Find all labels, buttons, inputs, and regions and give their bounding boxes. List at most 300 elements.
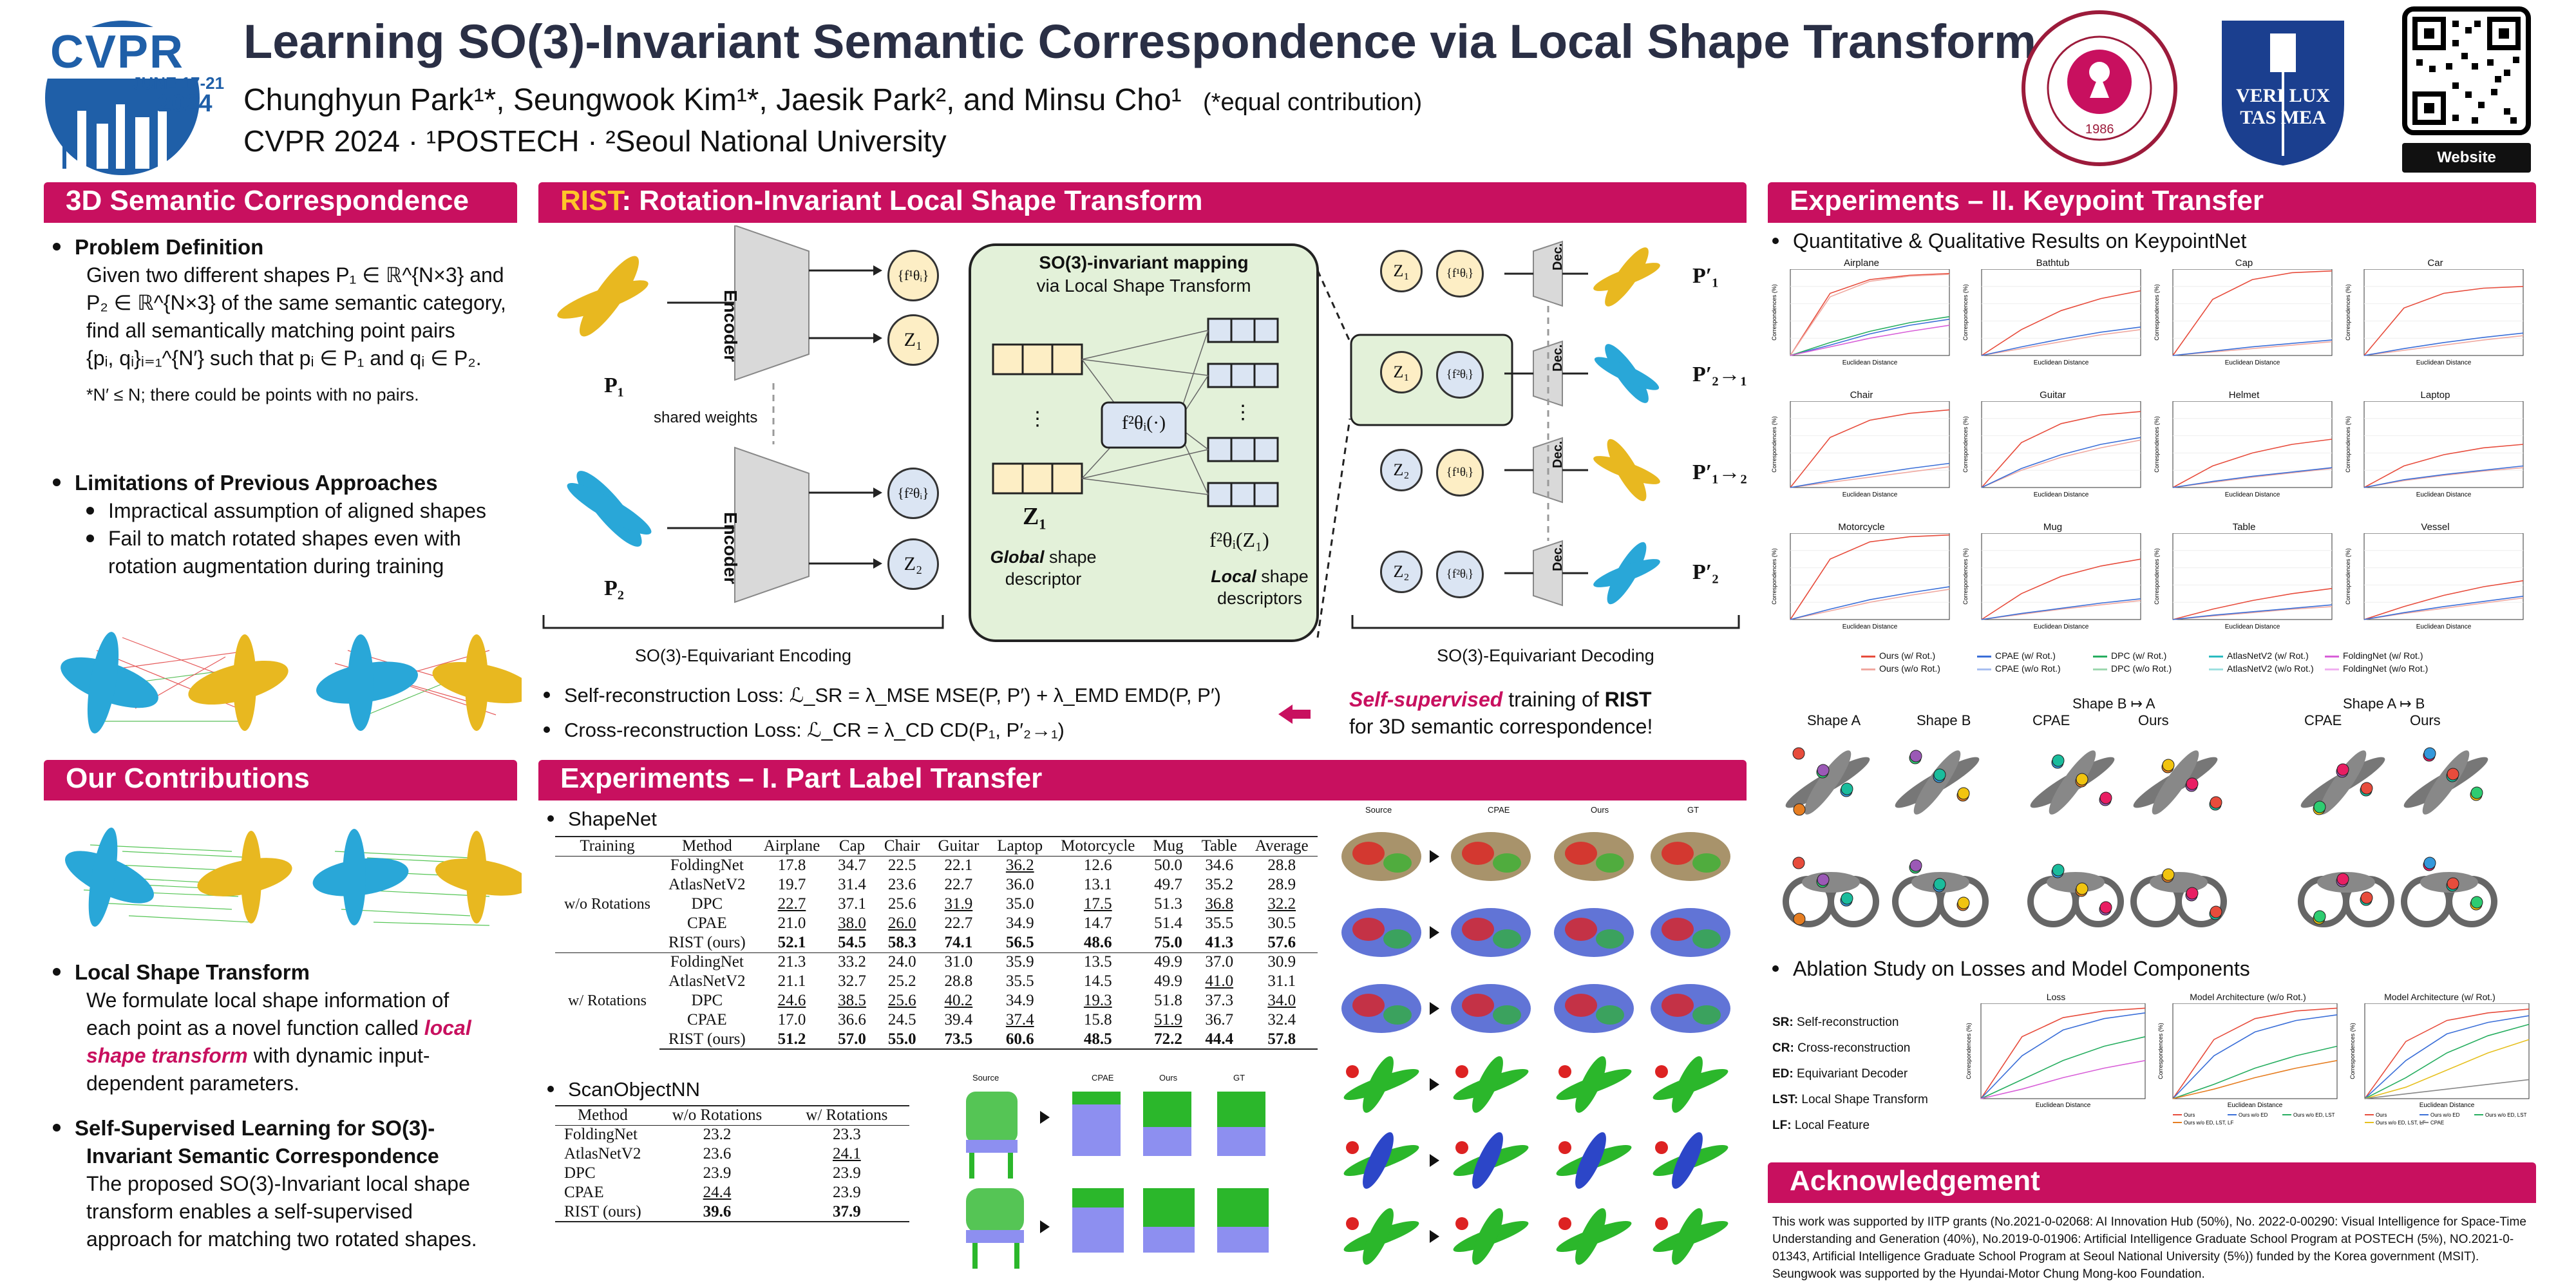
table-cell: 25.6: [887, 895, 916, 913]
table-cell: DPC: [691, 992, 723, 1009]
legend-item: CPAE (w/ Rot.): [1977, 650, 2056, 661]
kp-sample: [2134, 869, 2224, 924]
table-cell: 31.0: [929, 952, 988, 972]
kp-sample: [2297, 746, 2389, 819]
table-cell: 34.9: [1005, 992, 1034, 1009]
mapping-title: SO(3)-invariant mapping: [1039, 252, 1249, 272]
table-cell: 73.5: [929, 1030, 988, 1049]
table-cell: 21.1: [777, 972, 806, 990]
dec-f1-a: {f¹θᵢ}: [1436, 250, 1484, 298]
f2-node: {f²θᵢ}: [887, 468, 939, 519]
chart-plot: [2348, 1003, 2532, 1145]
ssl-line-3: approach for matching two rotated shapes.: [86, 1227, 477, 1251]
table-cell: 48.5: [1052, 1030, 1144, 1049]
lst-line-4: dependent parameters.: [86, 1072, 299, 1095]
table-cell: 36.6: [838, 1011, 866, 1028]
ssl-title-1: Self-Supervised Learning for SO(3)-: [75, 1116, 435, 1140]
table-cell: 31.1: [1267, 972, 1296, 990]
legend-item: Ours (w/ Rot.): [1861, 650, 1935, 661]
qual-sample: [1341, 984, 1421, 1033]
table-cell: 38.0: [838, 914, 866, 932]
shared-weights-label: shared weights: [654, 409, 758, 426]
table-cell: RIST (ours): [555, 1202, 650, 1222]
equal-contribution-note: (*equal contribution): [1203, 89, 1423, 116]
chart-plot: [1961, 269, 2145, 388]
qual-sample: [1451, 984, 1531, 1033]
qual-sample: [1651, 1129, 1731, 1193]
table-cell: 23.6: [887, 876, 916, 893]
table-header: Cap: [829, 837, 875, 856]
qual-sample: [1651, 984, 1730, 1033]
table-cell: 58.3: [887, 933, 916, 951]
kp-chart-car: [2344, 258, 2527, 390]
label-cpae: CPAE: [1092, 1073, 1114, 1083]
table-cell: 50.0: [1154, 857, 1182, 875]
ablation-text: Ablation Study on Losses and Model Components: [1793, 957, 2250, 980]
dec-z1-b: Z₁: [1380, 351, 1423, 393]
kp-chart-guitar: [1961, 390, 2145, 522]
keypoint-marker: [2314, 801, 2325, 813]
legend-label: Ours w/o ED: [2430, 1112, 2460, 1118]
encoder-top-label: Encoder: [721, 290, 741, 363]
bullet-dot: [53, 968, 61, 976]
chart-title: Loss: [2046, 992, 2066, 1002]
decoding-caption: SO(3)-Equivariant Decoding: [1437, 646, 1654, 665]
kp-qual-headers: [1770, 696, 2536, 734]
bullet-dot: [53, 243, 61, 251]
table-cell: 26.0: [887, 914, 916, 932]
chart-title: Table: [2232, 522, 2256, 533]
p2-label: P₂: [604, 576, 624, 600]
cpae-label: CPAE: [2032, 712, 2070, 728]
table-cell: 23.9: [832, 1184, 861, 1201]
qual-sample: [1554, 1205, 1634, 1269]
lst-line-3: shape transform with dynamic input-: [86, 1044, 430, 1067]
legend-item: FoldingNet (w/o Rot.): [2325, 663, 2428, 674]
encoding-caption: SO(3)-Equivariant Encoding: [634, 646, 852, 665]
table-cell: 36.7: [1205, 1011, 1234, 1028]
keypoint-marker: [2314, 911, 2325, 922]
qual-sample: [1651, 1205, 1731, 1269]
scanobject-label: ScanObjectNN: [568, 1078, 701, 1101]
keypoint-qualitative: [1770, 734, 2536, 953]
cvpr-logo: [39, 14, 225, 175]
keypoint-marker: [2100, 902, 2112, 913]
ablation-chart-1: [1964, 992, 2148, 1146]
ssl-title-2: Invariant Semantic Correspondence: [86, 1144, 439, 1168]
chart-plot: [2152, 533, 2336, 652]
label-gt: GT: [1687, 805, 1700, 815]
lst-contribution: [53, 958, 516, 1097]
table-cell: 28.9: [1267, 876, 1296, 893]
x-axis-label: Euclidean Distance: [2416, 359, 2472, 366]
legend-label: CPAE: [2430, 1120, 2445, 1126]
table-cell: FoldingNet: [555, 1125, 650, 1144]
chart-title: Chair: [1850, 390, 1873, 401]
section-keypoint-header: [1768, 182, 2536, 221]
qual-sample: [1451, 1129, 1531, 1193]
y-axis-label: Correspondences (%): [1771, 416, 1777, 473]
limitation-2a: Fail to match rotated shapes even with: [108, 527, 461, 550]
kp-sample: [2026, 746, 2119, 819]
legend-label: Ours w/o ED, LST: [2293, 1112, 2335, 1118]
chart-plot: [1770, 533, 1953, 652]
section-title: Acknowledgement: [1790, 1165, 2040, 1197]
table-cell: 13.1: [1083, 876, 1112, 893]
keypoint-marker: [2471, 787, 2483, 799]
shape-a-label: Shape A: [1807, 712, 1861, 728]
table-row: [555, 875, 1318, 895]
keypoint-marker: [2447, 768, 2459, 780]
table-cell: 24.0: [875, 952, 929, 972]
table-cell: 22.5: [887, 857, 916, 875]
out-label-1: P′₁: [1692, 264, 1719, 288]
out-label-2: P′₂→₁: [1692, 363, 1747, 386]
shape-b-label: Shape B: [1917, 712, 1971, 728]
cross-decode-box: [1351, 335, 1512, 425]
keypoint-marker: [2186, 887, 2198, 899]
x-axis-label: Euclidean Distance: [2033, 623, 2089, 630]
poster-title: Learning SO(3)-Invariant Semantic Correspondence via Local Shape Transform: [243, 15, 2036, 68]
left-arrow-icon: [1278, 705, 1311, 724]
table-cell: 57.0: [829, 1030, 875, 1049]
table-cell: 28.8: [1267, 857, 1296, 875]
bullet-dot: [544, 726, 550, 733]
y-axis-label: Correspondences (%): [1965, 1023, 1972, 1079]
self-supervised-note: [1349, 686, 1653, 740]
table-cell: RIST (ours): [659, 1030, 755, 1049]
bullet-dot: [547, 1086, 554, 1092]
global-descriptor-caption: Global shape descriptor: [990, 547, 1097, 589]
chart-title: Model Architecture (w/o Rot.): [2190, 992, 2306, 1002]
table-header: Chair: [875, 837, 929, 856]
table-cell: AtlasNetV2: [668, 972, 746, 990]
qual-sample: [1651, 1053, 1731, 1117]
table-cell: 25.6: [887, 992, 916, 1009]
venue-affiliations: CVPR 2024 · ¹POSTECH · ²Seoul National University: [243, 124, 947, 158]
section-rule: [1768, 221, 2536, 223]
table-cell: 56.5: [1005, 933, 1034, 951]
table-row: [555, 933, 1318, 952]
keypoint-marker: [1841, 783, 1853, 795]
limitation-1: Impractical assumption of aligned shapes: [108, 499, 486, 522]
lst-line-1: We formulate local shape information of: [86, 989, 450, 1012]
authors: [243, 82, 1422, 118]
chart-title: Guitar: [2040, 390, 2066, 401]
keypoint-marker: [1817, 764, 1829, 776]
y-axis-label: Correspondences (%): [2154, 416, 2160, 473]
dec-z1-a: Z₁: [1380, 250, 1423, 292]
local-output-label: f²θᵢ(Z₁): [1209, 528, 1269, 551]
rist-title: : Rotation-Invariant Local Shape Transform: [621, 185, 1203, 216]
table-cell: 75.0: [1154, 933, 1182, 951]
ss-text-2: for 3D semantic correspondence!: [1349, 715, 1653, 738]
table-cell: 39.6: [650, 1202, 784, 1222]
ablation-def: ED: Equivariant Decoder: [1772, 1067, 1908, 1081]
keypoint-marker: [2424, 748, 2436, 759]
group-label: w/o Rotations: [564, 896, 651, 913]
table-cell: 22.7: [777, 895, 806, 913]
plot-frame: [2365, 1003, 2529, 1099]
kp-chart-airplane: [1770, 258, 1953, 390]
chart-plot: [1770, 401, 1953, 520]
chart-plot: [1964, 1003, 2148, 1145]
ss-text: training of: [1502, 688, 1605, 711]
loss-cr-text: Cross-reconstruction Loss: ℒ_CR = λ_CD CD(P₁, P′₂→₁): [564, 719, 1065, 741]
chair-qualitative: [953, 1085, 1288, 1278]
group-label: w/ Rotations: [555, 952, 659, 1049]
table-cell: 23.9: [703, 1164, 732, 1182]
chart-plot: [2156, 1003, 2340, 1145]
legend-label: Ours w/o ED, LST: [2485, 1112, 2527, 1118]
table-cell: 23.6: [703, 1145, 732, 1162]
legend-item: DPC (w/ Rot.): [2093, 650, 2166, 661]
arrow-icon: [1430, 1078, 1439, 1091]
arrow-icon: [1430, 1230, 1439, 1243]
lst-line-2: each point as a novel function called local: [86, 1016, 471, 1039]
y-axis-label: Correspondences (%): [1962, 548, 1969, 605]
table-cell: 17.8: [777, 857, 806, 875]
plot-frame: [1790, 533, 1949, 620]
qual-sample: [1451, 832, 1531, 881]
arrow-icon: [1430, 1002, 1439, 1015]
keypoint-marker: [1817, 874, 1829, 886]
label-ours: Ours: [1591, 805, 1609, 815]
x-axis-label: Euclidean Distance: [2033, 491, 2089, 498]
table-header: Method: [659, 837, 755, 856]
table-cell: AtlasNetV2: [668, 876, 746, 893]
legend-item: AtlasNetV2 (w/o Rot.): [2209, 663, 2314, 674]
kp-sample: [2129, 746, 2222, 819]
table-cell: 51.2: [755, 1030, 829, 1049]
ablation-chart-2: [2156, 992, 2340, 1146]
kp-chart-motorcycle: [1770, 522, 1953, 654]
arrow-icon: [1430, 926, 1439, 939]
chart-title: Bathtub: [2036, 258, 2070, 269]
table-cell: 35.2: [1205, 876, 1234, 893]
keypoint-charts: [1770, 258, 2536, 650]
kp-sample: [2400, 746, 2492, 819]
keypoint-marker: [2210, 797, 2222, 808]
legend-item: CPAE (w/o Rot.): [1977, 663, 2061, 674]
table-cell: 72.2: [1144, 1030, 1192, 1049]
table-row: [555, 1144, 909, 1164]
kp-sample: [1781, 746, 1874, 819]
keypoint-marker: [2210, 906, 2222, 918]
table-cell: CPAE: [687, 1011, 727, 1028]
legend-item: DPC (w/o Rot.): [2093, 663, 2172, 674]
table-cell: 31.9: [944, 895, 973, 913]
section-part-label-header: [538, 760, 1747, 799]
kp-sample: [1895, 860, 1985, 924]
legend-label: Ours w/o ED, LST, LF: [2184, 1120, 2234, 1126]
x-axis-label: Euclidean Distance: [2419, 1102, 2475, 1109]
kp-chart-cap: [2152, 258, 2336, 390]
bullet-dot: [547, 815, 554, 822]
arrow-icon: [1430, 1154, 1439, 1167]
keypoint-marker: [2447, 878, 2459, 889]
keypoint-bullet: [1772, 227, 2246, 255]
dec-label-3: Dec.: [1551, 440, 1565, 468]
keypoint-marker: [2361, 782, 2372, 794]
keypoint-legend: [1861, 650, 2441, 679]
section-rule: [1768, 1201, 2536, 1203]
problem-title: Problem Definition: [75, 235, 264, 259]
chart-title: Helmet: [2228, 390, 2260, 401]
keypoint-marker: [1910, 860, 1922, 871]
local-descriptor-caption: Local shape descriptors: [1211, 567, 1309, 608]
kp-sample: [2031, 864, 2121, 924]
chart-title: Laptop: [2420, 390, 2450, 401]
table-cell: 21.0: [777, 914, 806, 932]
ablation-def: SR: Self-reconstruction: [1772, 1016, 1899, 1029]
bullet-dot: [1772, 238, 1779, 244]
shapenet-label: ShapeNet: [568, 808, 657, 830]
table-row: [555, 856, 1318, 875]
legend-label: Ours: [2376, 1112, 2387, 1118]
ablation-def: LF: Local Feature: [1772, 1119, 1870, 1132]
keypoint-bullet-text: Quantitative & Qualitative Results on KeypointNet: [1793, 229, 2247, 252]
table-cell: 22.7: [944, 914, 973, 932]
qr-pattern: [2407, 12, 2526, 130]
y-axis-label: Correspondences (%): [2157, 1023, 2164, 1079]
table-cell: 35.0: [1005, 895, 1034, 913]
rist-matching-figure: [45, 813, 522, 942]
dec-f2-b: {f²θᵢ}: [1436, 351, 1484, 399]
qual-sample: [1651, 908, 1730, 957]
postech-logo: [2016, 8, 2183, 169]
chart-plot: [2152, 269, 2336, 388]
problem-line-2: P₂ ∈ ℝ^{N×3} of the same semantic category,: [86, 291, 506, 314]
dec-f2-d: {f²θᵢ}: [1436, 551, 1484, 598]
encoder-top: [735, 225, 809, 380]
limitations-title: Limitations of Previous Approaches: [75, 471, 438, 495]
table-header: Training: [555, 837, 659, 856]
qual-sample: [1554, 1129, 1634, 1193]
keypoint-marker: [2163, 869, 2174, 880]
table-cell: 32.7: [838, 972, 866, 990]
rist-acronym: RIST: [560, 185, 622, 216]
scanobject-table: [555, 1105, 909, 1222]
table-cell: 17.0: [777, 1011, 806, 1028]
shapenet-heading: [547, 805, 657, 833]
keypoint-marker: [1958, 897, 1969, 909]
table-header: Guitar: [929, 837, 988, 856]
match-lines: [84, 638, 496, 721]
table-cell: 24.4: [703, 1184, 732, 1201]
label-cpae: CPAE: [1488, 805, 1510, 815]
cpae-label: CPAE: [2304, 712, 2342, 728]
table-row: [555, 1030, 1318, 1049]
table-row: [555, 1183, 909, 1202]
ablation-definitions: [1772, 1010, 1965, 1139]
chart-title: Vessel: [2421, 522, 2450, 533]
table-cell: 54.5: [838, 933, 866, 951]
table-cell: 31.4: [838, 876, 866, 893]
table-cell: 19.7: [777, 876, 806, 893]
chart-title: Motorcycle: [1838, 522, 1885, 533]
keypoint-marker: [1910, 750, 1922, 762]
y-axis-label: Correspondences (%): [2345, 548, 2351, 605]
part-transfer-qualitative-grid: [1327, 818, 1752, 1282]
table-cell: AtlasNetV2: [564, 1145, 641, 1162]
kp-sample: [1891, 746, 1984, 819]
plot-frame: [2173, 269, 2332, 355]
plot-frame: [2173, 1003, 2337, 1099]
table-cell: 51.8: [1154, 992, 1182, 1009]
table-cell: 34.9: [1005, 914, 1034, 932]
limitation-2b: rotation augmentation during training: [108, 554, 444, 578]
failed-matching-figure: [45, 612, 522, 753]
table-cell: DPC: [691, 895, 723, 913]
chart-title: Car: [2427, 258, 2443, 269]
table-cell: CPAE: [564, 1184, 604, 1201]
x-axis-label: Euclidean Distance: [2416, 623, 2472, 630]
p1-label: P₁: [604, 374, 624, 397]
table-cell: 35.5: [1205, 914, 1234, 932]
section-title: Our Contributions: [66, 762, 310, 794]
chart-plot: [2152, 401, 2336, 520]
table-cell: 22.1: [944, 857, 973, 875]
bullet-dot: [53, 478, 61, 486]
keypoint-marker: [1841, 893, 1853, 904]
keypoint-marker: [2163, 759, 2174, 771]
kp-chart-mug: [1961, 522, 2145, 654]
table-cell: RIST (ours): [668, 933, 746, 951]
plot-frame: [1982, 269, 2141, 355]
dec-label-2: Dec.: [1551, 344, 1565, 372]
table-cell: 37.3: [1205, 992, 1234, 1009]
snu-logo-motto: VERI LUX TAS MEA: [2236, 85, 2330, 128]
ablation-chart-3: [2348, 992, 2532, 1146]
qual-sample: [1341, 1205, 1422, 1269]
chart-plot: [2344, 533, 2527, 652]
mapping-subtitle: via Local Shape Transform: [1036, 276, 1251, 296]
a-to-b-label: Shape A ↦ B: [2343, 696, 2425, 712]
table-cell: 36.8: [1205, 895, 1234, 913]
loss-sr-text: Self-reconstruction Loss: ℒ_SR = λ_MSE MSE(P, P′) + λ_EMD EMD(P, P′): [564, 684, 1221, 706]
table-cell: 52.1: [777, 933, 806, 951]
section-title: 3D Semantic Correspondence: [66, 185, 469, 216]
qual-sample: [1451, 1053, 1531, 1117]
chart-title: Airplane: [1843, 258, 1880, 269]
table-cell: 33.2: [829, 952, 875, 972]
legend-label: Ours w/o ED: [2239, 1112, 2268, 1118]
section-rule: [538, 799, 1747, 800]
keypoint-marker: [2100, 792, 2112, 804]
label-gt: GT: [1233, 1073, 1245, 1083]
table-cell: 22.7: [944, 876, 973, 893]
table-cell: 34.7: [838, 857, 866, 875]
cvpr-logo-dates: JUNE 17-21: [132, 73, 225, 93]
table-cell: 39.4: [944, 1011, 973, 1028]
chart-plot: [2344, 401, 2527, 520]
table-header: Motorcycle: [1052, 837, 1144, 856]
website-button[interactable]: [2402, 143, 2531, 173]
table-header: Laptop: [988, 837, 1052, 856]
dec-label-4: Dec.: [1551, 544, 1565, 571]
table-cell: 40.2: [944, 992, 973, 1009]
acknowledgement-text: This work was supported by IITP grants (No.2021-0-02068: AI Innovation Hub (50%), No. 2022-0-00290: Visual Intelligence for Space-Time Understanding and Generation (40%), No.2019-0-01906: Artificial Intelligence Graduate School Program at POSTECH (5%), NO.2021-0-01343, Artificial Intelligence Graduate School Program at Seoul National University (5%)) funded by the Korea government (MSIT). Seungwook was supported by the Hyundai-Motor Chung Mong-koo Foundation.: [1772, 1215, 2526, 1281]
table-row: [555, 895, 1318, 914]
kp-sample: [2301, 872, 2391, 924]
x-axis-label: Euclidean Distance: [2224, 491, 2280, 498]
table-cell: 23.3: [784, 1125, 909, 1144]
table-cell: 34.0: [1267, 992, 1296, 1009]
qual-sample: [1554, 832, 1634, 881]
table-cell: 35.9: [988, 952, 1052, 972]
y-axis-label: Correspondences (%): [2345, 416, 2351, 473]
